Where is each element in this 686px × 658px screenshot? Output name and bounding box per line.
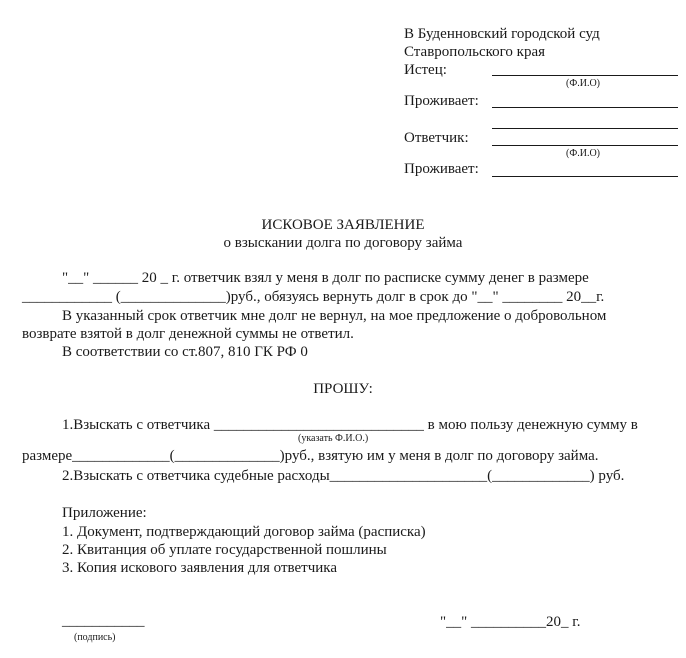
attachments-heading: Приложение: (62, 505, 147, 521)
defendant-name-line-2[interactable] (492, 145, 678, 146)
defendant-name-hint: (Ф.И.О) (566, 148, 601, 159)
request-heading: ПРОШУ: (313, 381, 373, 397)
body-p1-line2: ____________ (______________)руб., обязуясь вернуть долг в срок до "__" ________ 20__г. (22, 289, 605, 305)
signature-hint: (подпись) (74, 632, 116, 643)
plaintiff-name-hint: (Ф.И.О) (566, 78, 601, 89)
plaintiff-residence-line[interactable] (492, 107, 678, 108)
body-p1-line1: "__" ______ 20 _ г. ответчик взял у меня в долг по расписке сумму денег в размере (62, 270, 589, 286)
plaintiff-label: Истец: (404, 62, 447, 78)
body-p2-line2: возврате взятой в долг денежной суммы не ответил. (22, 326, 354, 342)
attachment-item: 3. Копия искового заявления для ответчика (62, 560, 338, 576)
attachment-item: 2. Квитанция об уплате государственной пошлины (62, 542, 387, 558)
document-subtitle: о взыскании долга по договору займа (223, 235, 463, 251)
request-item1-hint: (указать Ф.И.О.) (298, 433, 369, 444)
body-p2-line1: В указанный срок ответчик мне долг не вернул, на мое предложение о добровольном (62, 308, 607, 324)
document-title: ИСКОВОЕ ЗАЯВЛЕНИЕ (261, 217, 425, 233)
court-name: В Буденновский городской суд (404, 26, 600, 42)
plaintiff-name-line[interactable] (492, 75, 678, 76)
defendant-label: Ответчик: (404, 130, 469, 146)
body-p3: В соответствии со ст.807, 810 ГК РФ 0 (62, 344, 308, 360)
defendant-name-line[interactable] (492, 128, 678, 129)
defendant-residence-label: Проживает: (404, 161, 479, 177)
signature-line[interactable]: ___________ (62, 613, 145, 629)
court-region: Ставропольского края (404, 44, 545, 60)
date-line[interactable]: "__" __________20_ г. (440, 614, 581, 630)
defendant-residence-line[interactable] (492, 176, 678, 177)
request-item1-line2: размере_____________(______________)руб., взятую им у меня в долг по договору займа. (22, 448, 599, 464)
attachment-item: 1. Документ, подтверждающий договор займа (расписка) (62, 524, 426, 540)
request-item2: 2.Взыскать с ответчика судебные расходы_____________________(_____________) руб. (62, 468, 625, 484)
plaintiff-residence-label: Проживает: (404, 93, 479, 109)
request-item1-line1: 1.Взыскать с ответчика ____________________________ в мою пользу денежную сумму в (62, 417, 638, 433)
